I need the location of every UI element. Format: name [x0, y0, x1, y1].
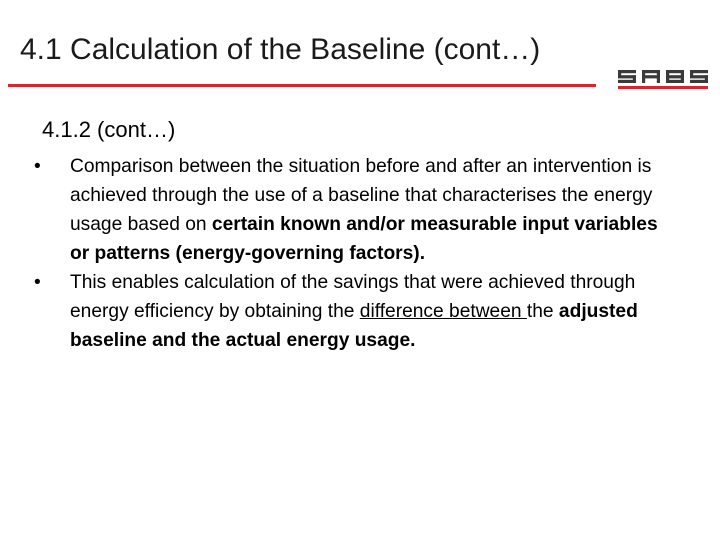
title-underline: [8, 84, 596, 87]
bullet-text: This enables calculation of the savings that were achieved through energy efficiency by obtaining the: [70, 272, 636, 322]
bullet-text-2: the: [526, 301, 559, 322]
bullet-item: [34, 152, 674, 268]
bullet-text: Comparison between the situation before and after an intervention is achieved through the use of a baseline that characterises the energy usage based on: [70, 156, 653, 235]
bullet-list: [34, 152, 674, 355]
bullet-dot: •: [34, 272, 41, 293]
sabs-logo: [616, 64, 712, 94]
slide-title: 4.1 Calculation of the Baseline (cont…): [20, 33, 541, 66]
section-subtitle: 4.1.2 (cont…): [42, 117, 176, 142]
bullet-bold-text: certain known and/or measurable input variables or patterns (energy-governing factors).: [70, 214, 658, 264]
bullet-dot: •: [34, 156, 41, 177]
bullet-underlined-text: difference between: [359, 301, 527, 322]
bullet-bold-text: adjusted baseline and the actual energy usage.: [70, 301, 638, 351]
bullet-item: [34, 268, 674, 355]
